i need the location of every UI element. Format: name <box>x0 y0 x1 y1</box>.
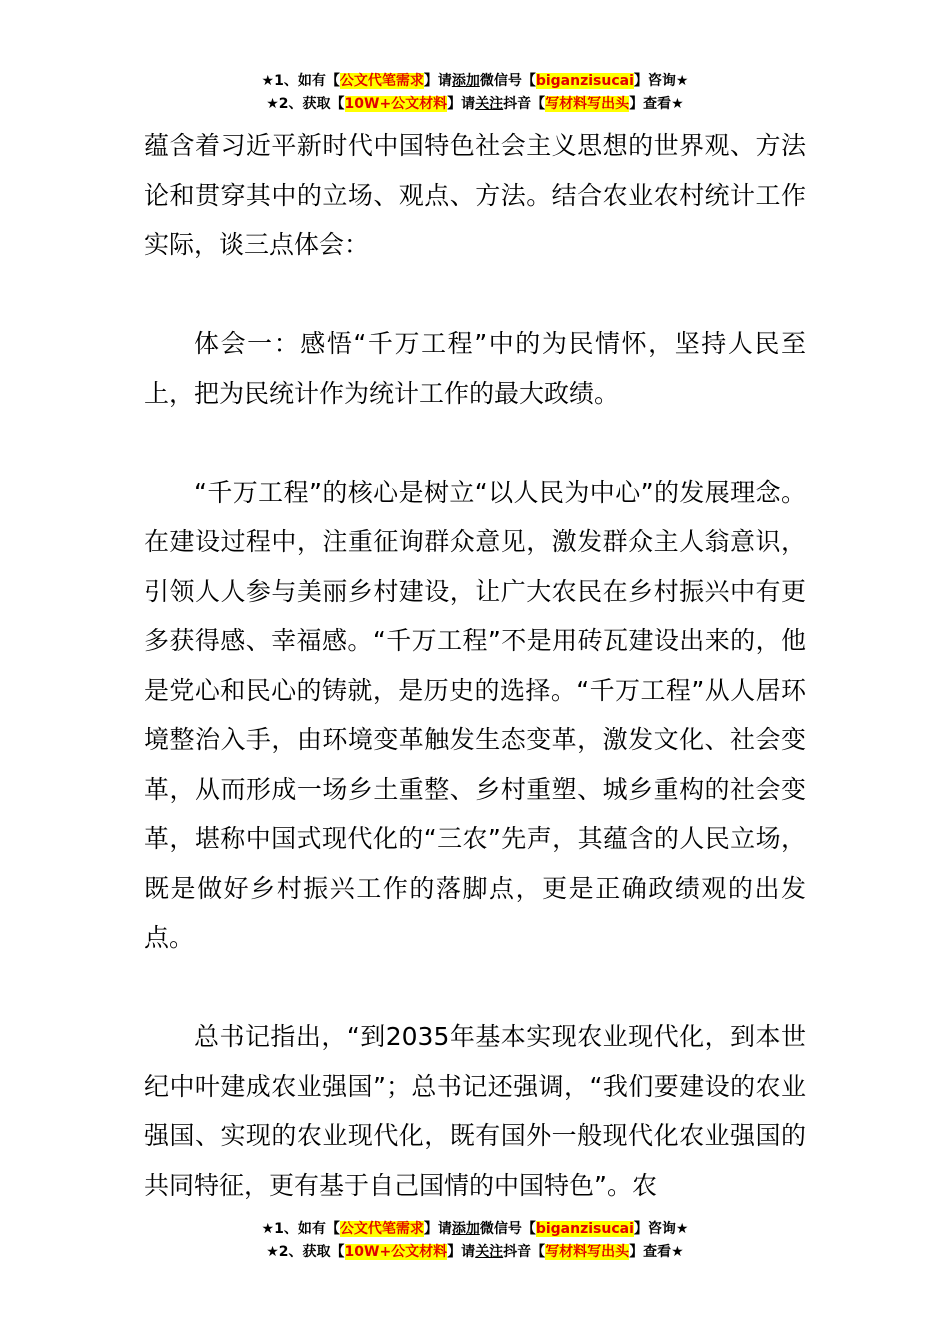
highlight-douyin-account: 写材料写出头 <box>545 1244 630 1260</box>
underlined-text: 关注 <box>475 1244 504 1260</box>
highlight-materials: 10W+公文材料 <box>344 1244 448 1260</box>
banner-text: ★2、获取【 <box>266 96 345 112</box>
banner-text: ★2、获取【 <box>266 1244 345 1260</box>
highlight-wechat-id: biganzisucai <box>535 73 634 89</box>
banner-text: 】查看★ <box>629 1244 684 1260</box>
paragraph-gap <box>144 418 806 468</box>
banner-text: 】请 <box>447 1244 476 1260</box>
banner-text: ★1、如有【 <box>261 1221 340 1237</box>
paragraph-1: 蕴含着习近平新时代中国特色社会主义思想的世界观、方法论和贯穿其中的立场、观点、方法。结合农业农村统计工作实际，谈三点体会： <box>144 131 806 259</box>
banner-line-1 <box>0 1218 950 1241</box>
banner-line-2 <box>0 1241 950 1264</box>
banner-line-2 <box>0 93 950 116</box>
highlight-wechat-id: biganzisucai <box>535 1221 634 1237</box>
banner-text: 】查看★ <box>629 96 684 112</box>
paragraph-4: 总书记指出，“到2035年基本实现农业现代化，到本世纪中叶建成农业强国”；总书记还强调，“我们要建设的农业强国、实现的农业现代化，既有国外一般现代化农业强国的共同特征，更有基于自己国情的中国特色”。农 <box>144 1022 806 1200</box>
paragraph-gap <box>144 963 806 1013</box>
top-banner <box>0 70 950 116</box>
underlined-text: 关注 <box>475 96 504 112</box>
paragraph-3: “千万工程”的核心是树立“以人民为中心”的发展理念。在建设过程中，注重征询群众意见，激发群众主人翁意识，引领人人参与美丽乡村建设，让广大农民在乡村振兴中有更多获得感、幸福感。“千万工程”不是用砖瓦建设出来的，他是党心和民心的铸就，是历史的选择。“千万工程”从人居环境整治入手，由环境变革触发生态变革，激发文化、社会变革，从而形成一场乡土重整、乡村重塑、城乡重构的社会变革，堪称中国式现代化的“三农”先声，其蕴含的人民立场，既是做好乡村振兴工作的落脚点，更是正确政绩观的出发点。 <box>144 477 806 952</box>
highlight-materials: 10W+公文材料 <box>344 96 448 112</box>
banner-text: 抖音【 <box>503 96 546 112</box>
underlined-text: 添加 <box>451 1221 480 1237</box>
banner-text: 】请 <box>423 1221 452 1237</box>
banner-text: 】请 <box>423 73 452 89</box>
highlight-douyin-account: 写材料写出头 <box>545 96 630 112</box>
banner-text: 微信号【 <box>479 73 536 89</box>
paragraph-2: 体会一：感悟“千万工程”中的为民情怀，坚持人民至上，把为民统计作为统计工作的最大政绩。 <box>144 329 806 408</box>
banner-text: 】咨询★ <box>633 73 689 89</box>
paragraph-gap <box>144 270 806 320</box>
banner-text: 】请 <box>447 96 476 112</box>
bottom-banner <box>0 1218 950 1264</box>
banner-line-1 <box>0 70 950 93</box>
document-body <box>144 121 806 1210</box>
banner-text: ★1、如有【 <box>261 73 340 89</box>
banner-text: 】咨询★ <box>633 1221 689 1237</box>
underlined-text: 添加 <box>451 73 480 89</box>
banner-text: 抖音【 <box>503 1244 546 1260</box>
highlight-service: 公文代笔需求 <box>339 73 424 89</box>
banner-text: 微信号【 <box>479 1221 536 1237</box>
highlight-service: 公文代笔需求 <box>339 1221 424 1237</box>
